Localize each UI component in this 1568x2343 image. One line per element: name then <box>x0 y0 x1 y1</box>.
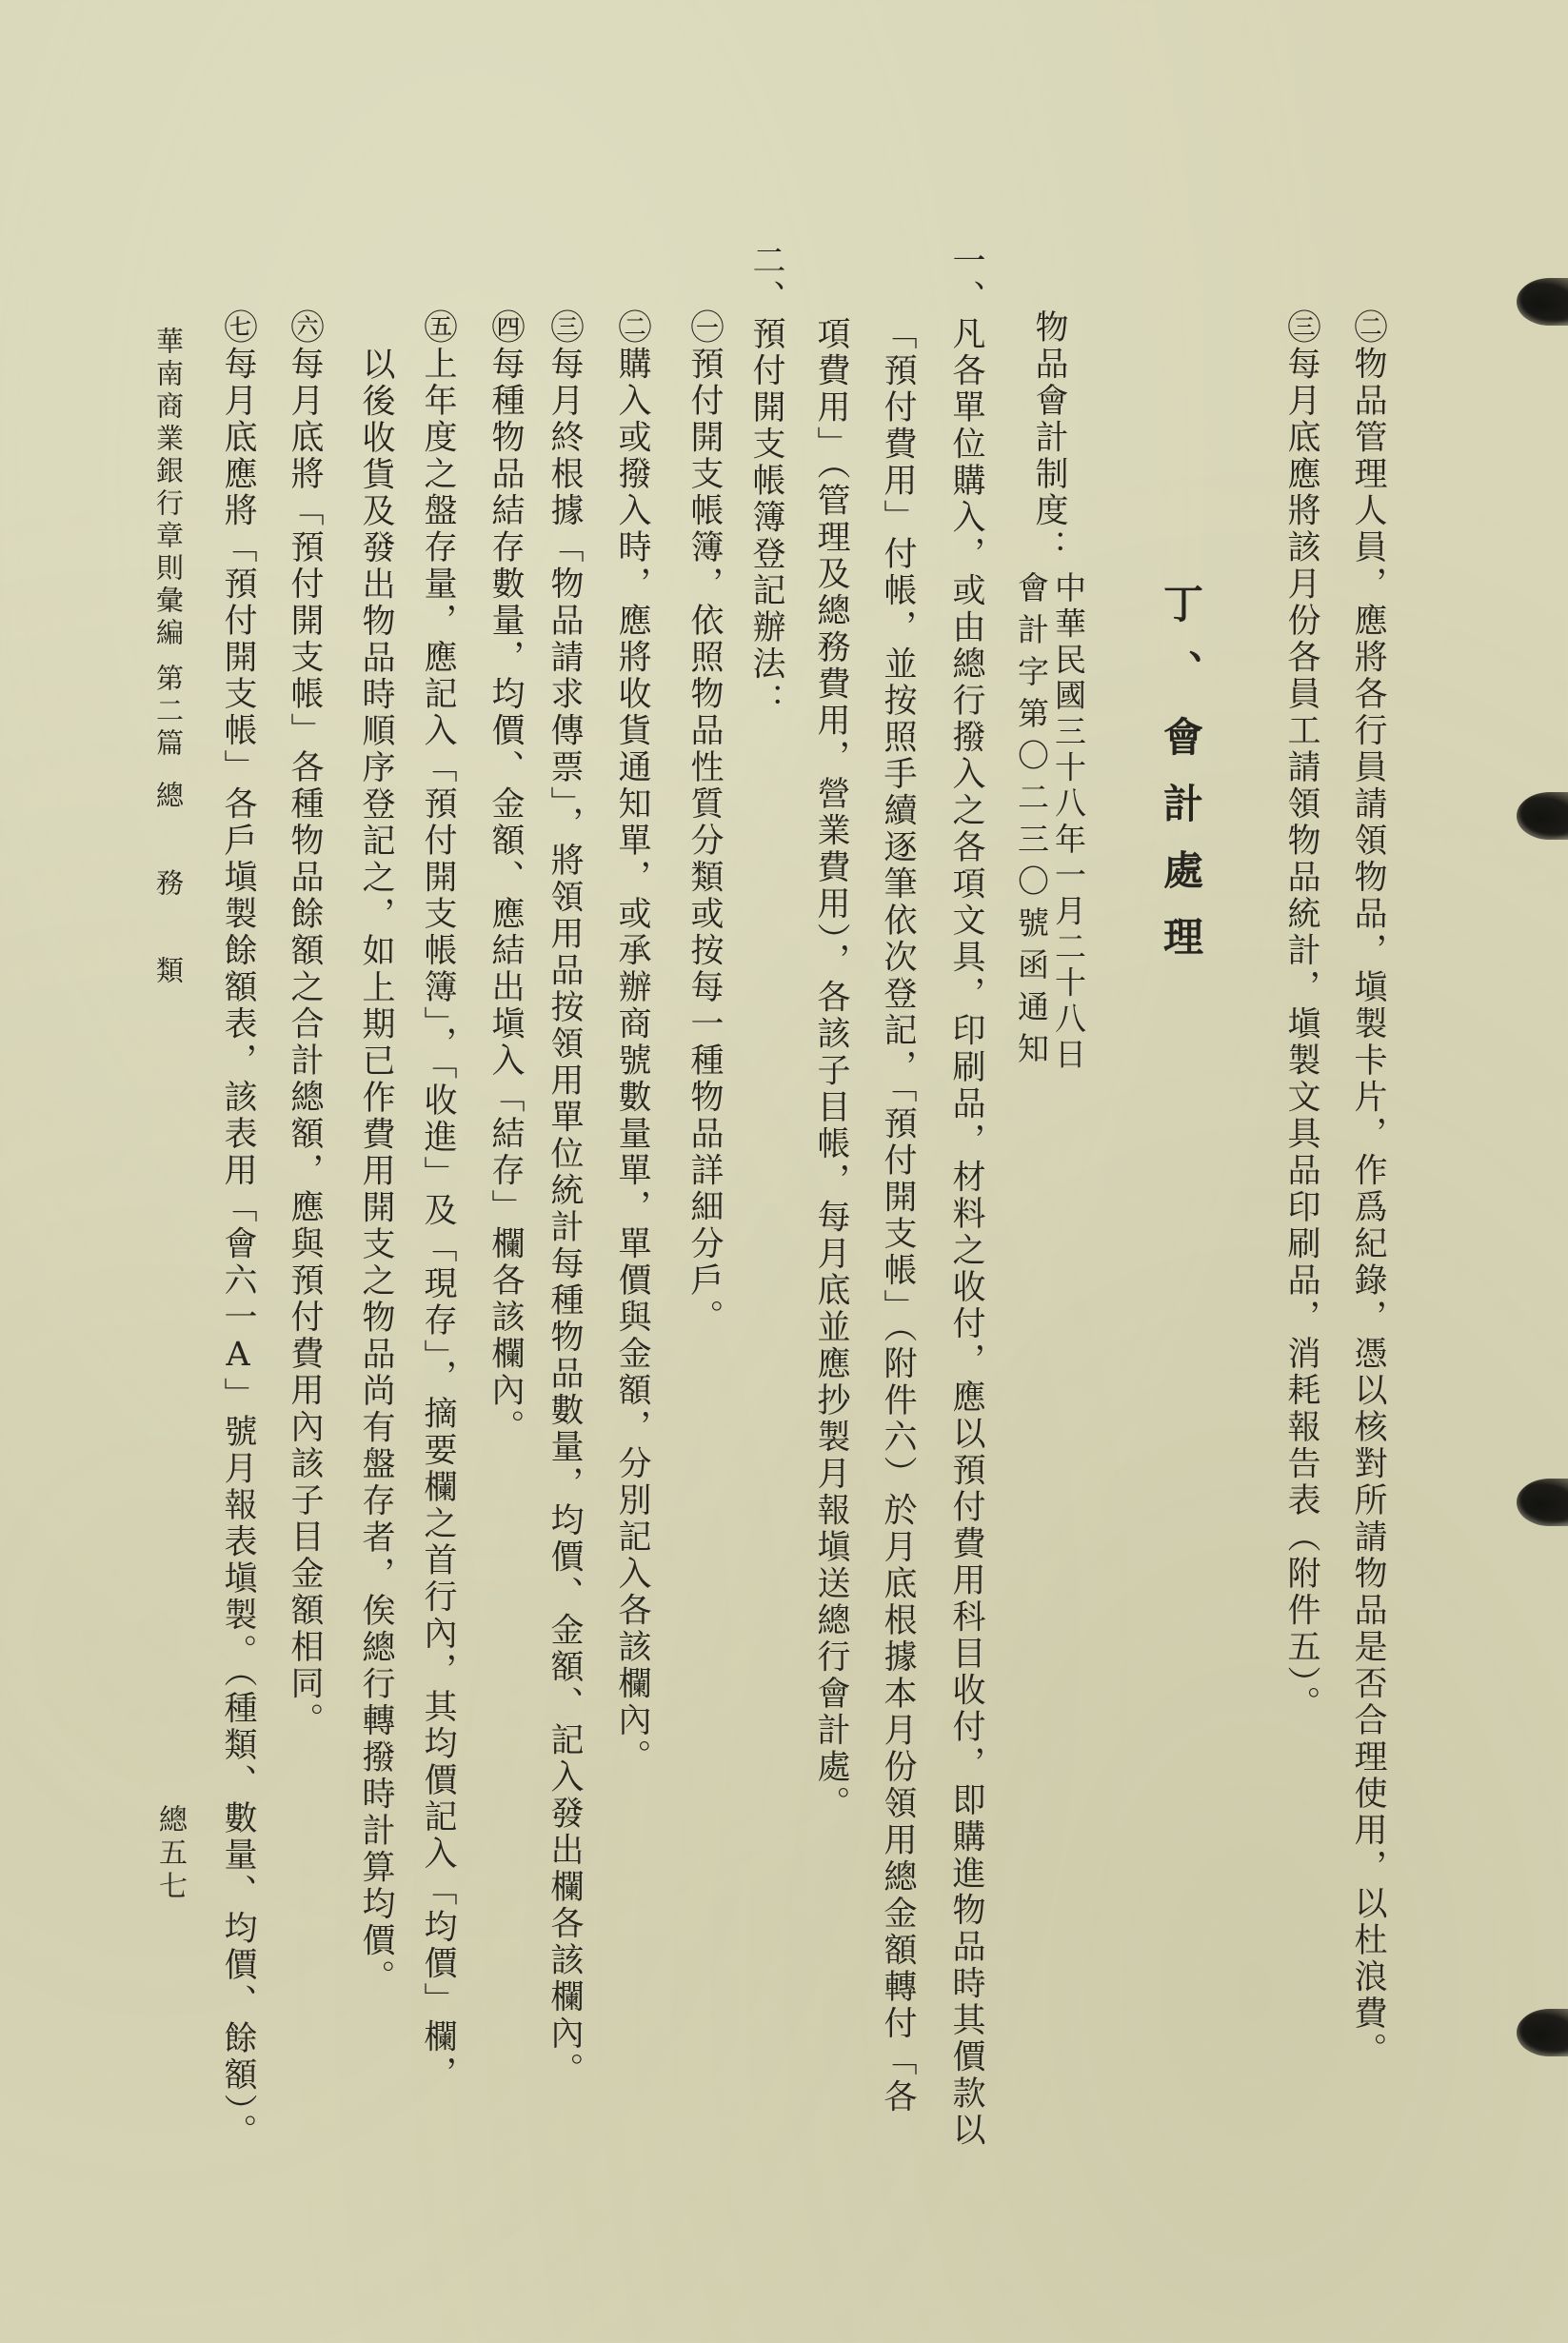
item-marker: ㊄ <box>419 309 457 347</box>
source-label: 物品會計制度： <box>1030 309 1068 566</box>
item-marker: ㊃ <box>486 309 525 347</box>
item-text: 每月底將「預付開支帳」各種物品餘額之合計總額，應與預付費用內該子目金額相同。 <box>286 346 324 1739</box>
running-title-category: 總務類 <box>152 781 185 1043</box>
clause-2-item-6 <box>286 309 324 1739</box>
binder-hole <box>1517 1479 1568 1526</box>
page-number: 總五七 <box>153 1804 187 1904</box>
binder-hole <box>1517 278 1568 326</box>
clause-marker: 一、 <box>947 243 985 316</box>
clause-2-item-4 <box>486 309 525 1446</box>
clause-2-item-2 <box>613 309 651 1776</box>
clause-text: 凡各單位購入，或由總行撥入之各項文具，印刷品，材料之收付，應以預付費用科目收付，即購進物品時其價款以 <box>947 316 985 2149</box>
running-title-publication: 華南商業銀行章則彙編 <box>152 327 185 650</box>
running-title-part: 第二篇 <box>152 664 185 761</box>
clause-1-line-3: 項費用」（管理及總務費用，營業費用），各該子目帳，每月底並應抄製月報塡送總行會計處。 <box>812 316 850 1822</box>
item-text: 每月底應將該月份各員工請領物品統計，塡製文具品印刷品，消耗報告表（附件五）。 <box>1282 346 1320 1722</box>
item-marker: ㊁ <box>613 309 651 347</box>
item-marker: ㊆ <box>219 309 257 347</box>
clause-title: 預付開支帳簿登記辦法： <box>747 316 785 720</box>
clause-2-item-7 <box>219 309 257 2151</box>
item-marker: ㊂ <box>1282 309 1320 347</box>
clause-2-item-3 <box>546 309 584 2089</box>
item-marker: ㊂ <box>546 309 584 347</box>
clause-2-item-1 <box>685 309 724 1336</box>
item-text: 每種物品結存數量，均價、金額、應結出塡入「結存」欄各該欄內。 <box>486 346 525 1446</box>
prev-item-2 <box>1349 309 1387 2069</box>
item-text: 購入或撥入時，應將收貨通知單，或承辦商號數量單，單價與金額，分別記入各該欄內。 <box>613 346 651 1776</box>
binder-hole <box>1517 2009 1568 2056</box>
source-reference: 會計字第〇二三〇號函通知 <box>1013 571 1050 1074</box>
clause-2-title <box>747 243 785 720</box>
item-text: 上年度之盤存量，應記入「預付開支帳簿」，「收進」及「現存」，摘要欄之首行內，其均價記入「均價」欄， <box>419 346 457 2093</box>
clause-1-line-2: 「預付費用」付帳，並按照手續逐筆依次登記，「預付開支帳」（附件六）於月底根據本月份領用總金額轉付「各 <box>879 316 917 2115</box>
item-text: 每月底應將「預付開支帳」各戶塡製餘額表，該表用「會六一A」號月報表塡製。（種類、數量、均價、餘額）。 <box>219 346 257 2151</box>
item-text: 預付開支帳簿，依照物品性質分類或按每一種物品詳細分戶。 <box>685 346 724 1336</box>
clause-1-line-1 <box>947 243 985 2149</box>
item-marker: ㊀ <box>685 309 724 347</box>
section-heading: 丁、會計處理 <box>1158 583 1204 983</box>
item-marker: ㊅ <box>286 309 324 347</box>
item-text: 物品管理人員，應將各行員請領物品，塡製卡片，作爲紀錄，憑以核對所請物品是否合理使用，以杜浪費。 <box>1349 346 1387 2069</box>
binder-hole <box>1517 792 1568 840</box>
clause-marker: 二、 <box>747 243 785 316</box>
clause-2-item-5 <box>419 309 457 2093</box>
source-date: 中華民國三十八年一月二十八日 <box>1050 571 1087 1074</box>
item-text: 每月終根據「物品請求傳票」，將領用品按領用單位統計每種物品數量，均價、金額、記入發出欄各該欄內。 <box>546 346 584 2089</box>
prev-item-3 <box>1282 309 1320 1722</box>
clause-2-item-5-continuation: 以後收貨及發出物品時順序登記之，如上期已作費用開支之物品尚有盤存者，俟總行轉撥時計算均價。 <box>357 347 395 1996</box>
item-marker: ㊁ <box>1349 309 1387 347</box>
